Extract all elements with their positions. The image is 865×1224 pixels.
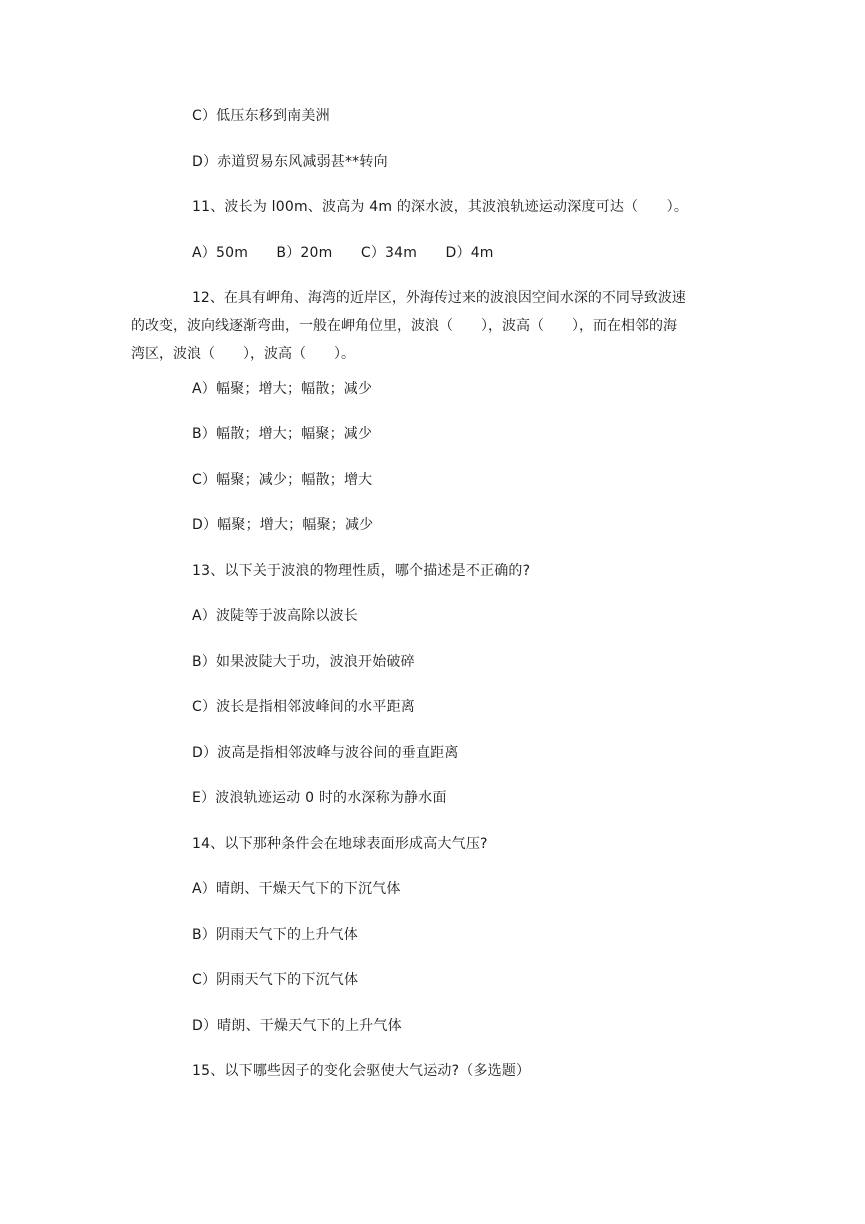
q13-option-c: C）波长是指相邻波峰间的水平距离 [192,699,415,715]
q11-stem: 11、波长为 l00m、波高为 4m 的深水波，其波浪轨迹运动深度可达（ ）。 [192,199,689,215]
q12-stem-line: 12、在具有岬角、海湾的近岸区，外海传过来的波浪因空间水深的不同导致波速 [192,290,686,306]
q13-option-b: B）如果波陡大于功，波浪开始破碎 [192,654,415,670]
q13-option-d: D）波高是指相邻波峰与波谷间的垂直距离 [192,745,459,761]
q12-option-c: C）幅聚；减少；幅散；增大 [192,472,373,488]
q12-stem-line: 湾区，波浪（ ），波高（ ）。 [131,346,355,362]
q14-option-b: B）阴雨天气下的上升气体 [192,927,359,943]
q15-stem: 15、以下哪些因子的变化会驱使大气运动?（多选题） [192,1063,531,1079]
q10-option-c: C）低压东移到南美洲 [192,108,330,124]
q11-options: A）50m B）20m C）34m D）4m [192,245,494,261]
q13-option-a: A）波陡等于波高除以波长 [192,608,358,624]
q12-option-d: D）幅聚；增大；幅聚；减少 [192,517,374,533]
q14-option-a: A）晴朗、干燥天气下的下沉气体 [192,881,401,897]
q12-option-b: B）幅散；增大；幅聚；减少 [192,426,373,442]
q14-option-d: D）晴朗、干燥天气下的上升气体 [192,1018,402,1034]
q13-stem: 13、以下关于波浪的物理性质，哪个描述是不正确的? [192,563,531,579]
q14-option-c: C）阴雨天气下的下沉气体 [192,972,359,988]
q10-option-d: D）赤道贸易东风减弱甚**转向 [192,154,388,170]
q12-option-a: A）幅聚；增大；幅散；减少 [192,381,373,397]
q12-stem [131,284,734,368]
q13-option-e: E）波浪轨迹运动 0 时的水深称为静水面 [192,790,447,806]
q12-stem-line: 的改变，波向线逐渐弯曲，一般在岬角位里，波浪（ ），波高（ ），而在相邻的海 [131,318,677,334]
q14-stem: 14、以下那种条件会在地球表面形成高大气压? [192,836,488,852]
